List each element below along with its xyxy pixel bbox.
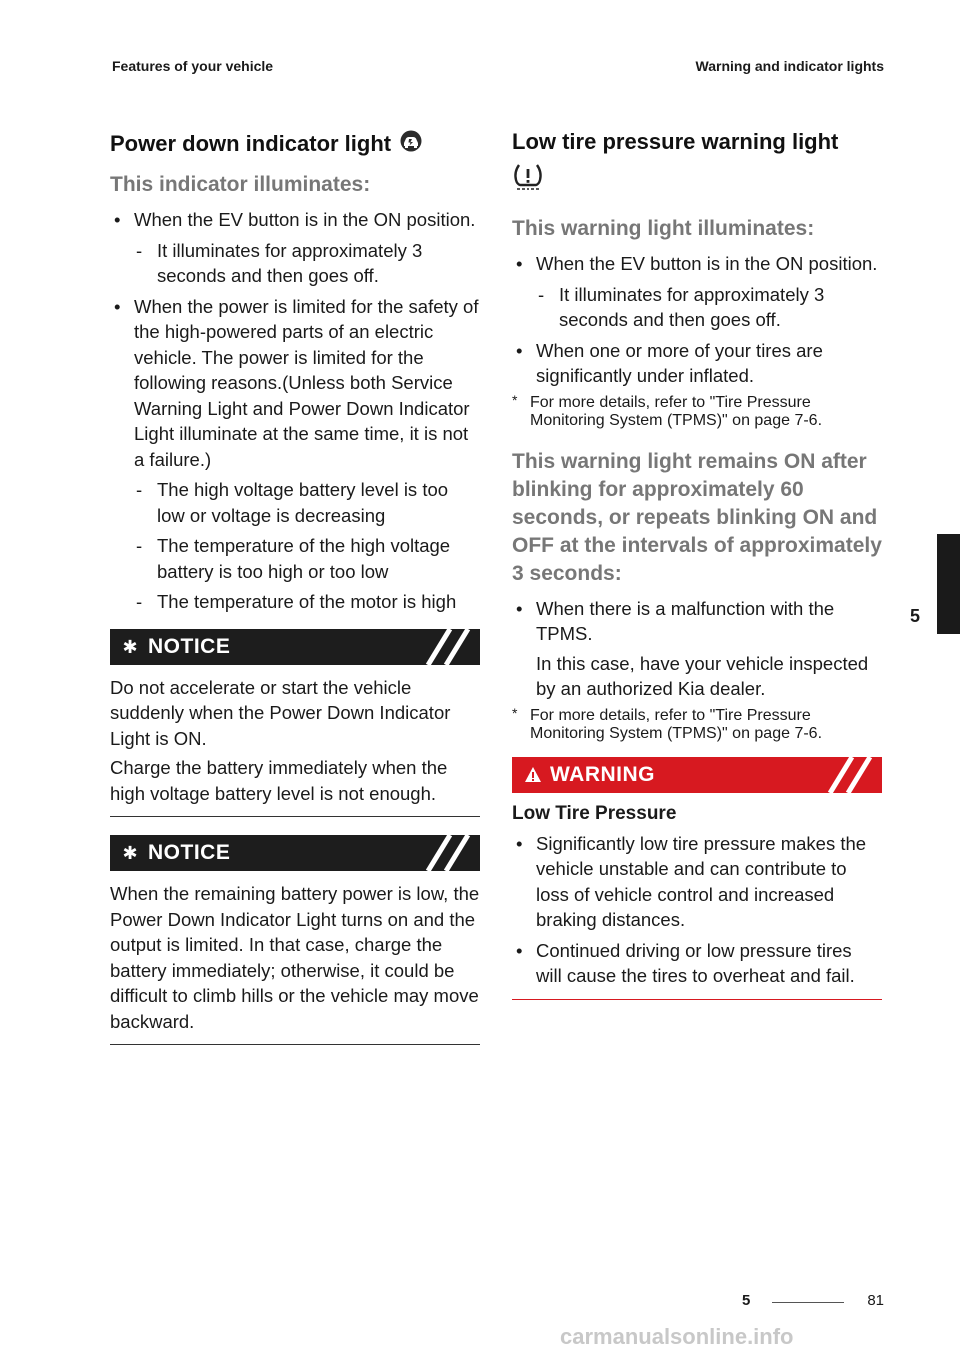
- power-down-title: [110, 128, 480, 161]
- list-item-paragraph: In this case, have your vehicle inspected by an authorized Kia dealer.: [536, 652, 869, 699]
- cross-reference: [512, 391, 882, 430]
- list-item: • Continued driving or low pressure tires will cause the tires to overheat and fail.: [512, 938, 882, 989]
- car-power-down-icon: [397, 129, 425, 161]
- list-item: [110, 207, 480, 289]
- page-header: [112, 58, 884, 80]
- list-item: • When one or more of your tires are significantly under inflated.: [512, 338, 882, 389]
- reference-text: For more details, refer to "Tire Pressure Monitoring System (TPMS)" on page 7-6.: [530, 393, 823, 429]
- header-chapter-title: Features of your vehicle: [112, 58, 274, 74]
- notice-text: Charge the battery immediately when the high voltage battery level is not enough.: [110, 757, 448, 804]
- list-item: [110, 294, 480, 615]
- notice-label: NOTICE: [148, 841, 231, 865]
- divider: [110, 1044, 480, 1045]
- chapter-tab-number: 5: [910, 606, 921, 626]
- sub-list: [536, 282, 882, 333]
- list-item-text: When the power is limited for the safety of the high-powered parts of an electric vehicle. The power is limited for the following reasons.(Unless both Service Warning Light and Power Down Indicator Light illuminate at the same time, it is not a failure.): [134, 295, 479, 470]
- bullet-list: [110, 207, 480, 615]
- list-item-text: When there is a malfunction with the TPMS.: [536, 597, 835, 644]
- warning-banner: [512, 757, 882, 793]
- bullet-list: [512, 596, 882, 702]
- notice-banner: [110, 835, 480, 871]
- sub-list-item: - The high voltage battery level is too low or voltage is decreasing: [134, 477, 480, 528]
- asterisk-icon: ✱: [122, 636, 138, 657]
- bullet-list: [512, 831, 882, 989]
- notice-text: Do not accelerate or start the vehicle suddenly when the Power Down Indicator Light is ON.: [110, 676, 451, 749]
- notice-label: NOTICE: [148, 634, 231, 658]
- stripe-decoration-icon: [420, 629, 480, 665]
- section-heading: This warning light illuminates:: [512, 217, 815, 240]
- page-footer: [742, 1292, 884, 1314]
- watermark: carmanualsonline.info: [560, 1324, 794, 1349]
- sub-list-item: - It illuminates for approximately 3 seconds and then goes off.: [134, 238, 480, 289]
- reference-star-icon: *: [512, 704, 518, 721]
- sub-list: [134, 477, 480, 615]
- list-item: [512, 251, 882, 333]
- right-column: [512, 126, 882, 1000]
- sub-list-item: - It illuminates for approximately 3 seconds and then goes off.: [536, 282, 882, 333]
- stripe-decoration-icon: [822, 757, 882, 793]
- footer-divider: [772, 1302, 844, 1303]
- list-item: [512, 596, 882, 702]
- stripe-decoration-icon: [420, 835, 480, 871]
- sub-list-item: - The temperature of the motor is high: [134, 589, 480, 615]
- reference-text: For more details, refer to "Tire Pressure Monitoring System (TPMS)" on page 7-6.: [530, 706, 823, 742]
- power-down-title-text: Power down indicator light: [110, 131, 392, 156]
- list-item-text: When the EV button is in the ON position.: [134, 209, 476, 231]
- left-column: [110, 128, 480, 1045]
- footer-page-number: 81: [867, 1292, 884, 1309]
- list-item: • Significantly low tire pressure makes the vehicle unstable and can contribute to loss of vehicle control and increased braking distances.: [512, 831, 882, 933]
- chapter-tab: [937, 534, 960, 634]
- divider: [512, 999, 882, 1000]
- notice-banner: [110, 629, 480, 665]
- section-heading: This indicator illuminates:: [110, 173, 371, 197]
- sub-list-item: - The temperature of the high voltage battery is too high or too low: [134, 533, 480, 584]
- tire-pressure-title: Low tire pressure warning light: [512, 129, 839, 154]
- footer-section-number: 5: [742, 1292, 751, 1309]
- list-item-text: When the EV button is in the ON position.: [536, 253, 878, 274]
- sub-list: [134, 238, 480, 289]
- header-section-title: Warning and indicator lights: [695, 58, 884, 74]
- warning-label: WARNING: [550, 762, 655, 786]
- tire-pressure-icon: [512, 162, 882, 197]
- asterisk-icon: ✱: [122, 843, 138, 864]
- reference-star-icon: *: [512, 391, 518, 408]
- cross-reference: [512, 704, 882, 743]
- divider: [110, 816, 480, 817]
- warning-subtitle: Low Tire Pressure: [512, 802, 677, 824]
- notice-text: When the remaining battery power is low, the Power Down Indicator Light turns on and the output is limited. In that case, charge the battery immediately; otherwise, it could be difficult to climb hills or the vehicle may move backward.: [110, 883, 480, 1032]
- bullet-list: [512, 251, 882, 389]
- section-heading: This warning light remains ON after blinking for approximately 60 seconds, or repeats blinking ON and OFF at the intervals of approximately 3 seconds:: [512, 449, 882, 585]
